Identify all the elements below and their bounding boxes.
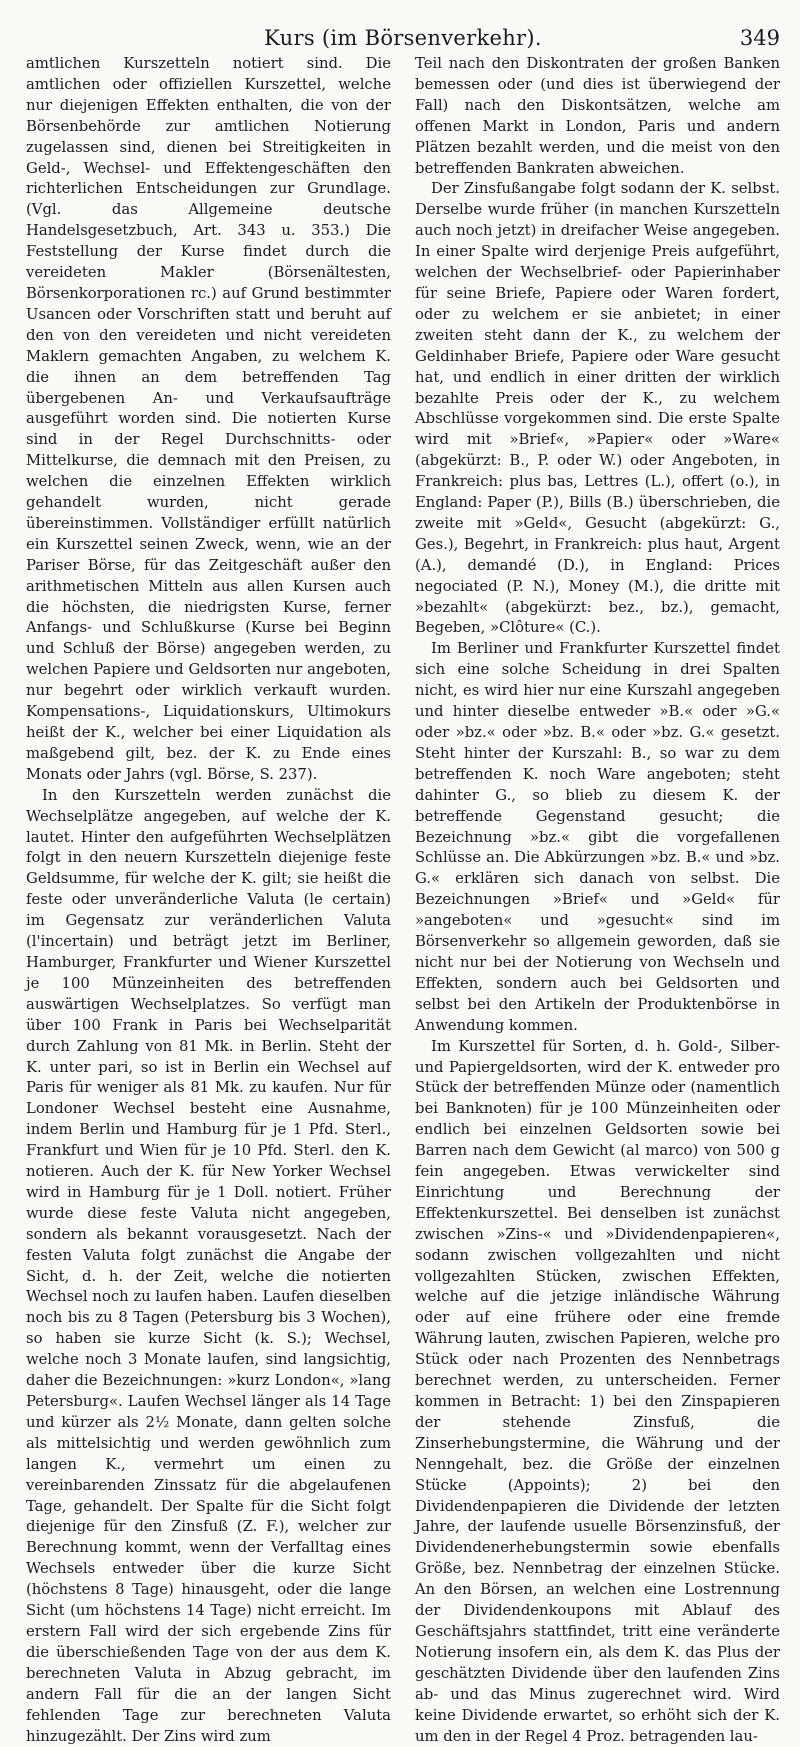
page-header bbox=[26, 0, 780, 54]
right-column bbox=[415, 54, 780, 1747]
paragraph: Im Kurszettel für Sorten, d. h. Gold-, Silber- und Papiergeldsorten, wird der K. entweder pro Stück der betreffenden Münze oder (namentlich bei Banknoten) für je 100 Münzeinheiten oder endlich bei einzelnen Geldsorten sowie bei Barren nach dem Gewicht (al marco) von 500 g fein angegeben. Etwas verwickelter sind Einrichtung und Berechnung der Effektenkurszettel. Bei denselben ist zunächst zwischen »Zins-« und »Dividendenpapieren«, sodann zwischen vollgezahlten und nicht vollgezahlten Stücken, zwischen Effekten, welche auf die jetzige inländische Währung oder auf eine frühere oder eine fremde Währung lauten, zwischen Papieren, welche pro Stück oder nach Prozenten des Nennbetrags berechnet werden, zu unterscheiden. Ferner kommen in Betracht: 1) bei den Zinspapieren der stehende Zinsfuß, die Zinserhebungstermine, die Währung und der Nenngehalt, bez. die Größe der einzelnen Stücke (Appoints); 2) bei den Dividendenpapieren die Dividende der letzten Jahre, der laufende usuelle Börsenzinsfuß, der Dividendenerhebungstermin sowie ebenfalls Größe, bez. Nennbetrag der einzelnen Stücke. An den Börsen, an welchen eine Lostrennung der Dividendenkoupons mit Ablauf des Geschäftsjahrs stattfindet, tritt eine veränderte Notierung insofern ein, als dem K. das Plus der geschätzten Dividende über den laufenden Zins ab- und das Minus zugerechnet wird. Wird keine Dividende erwartet, so erhöht sich der K. um den in der Regel 4 Proz. betragenden lau- bbox=[415, 1037, 780, 1745]
paragraph: In den Kurszetteln werden zunächst die Wechselplätze angegeben, auf welche der K. lautet. Hinter den aufgeführten Wechselplätzen folgt in den neuern Kurszetteln diejenige feste Geldsumme, für welche der K. gilt; sie heißt die feste oder unveränderliche Valuta (le certain) im Gegensatz zur veränderlichen Valuta (l'incertain) und beträgt jetzt im Berliner, Hamburger, Frankfurter und Wiener Kurszettel je 100 Münzeinheiten des betreffenden auswärtigen Wechselplatzes. So verfügt man über 100 Frank in Paris bei Wechselparität durch Zahlung von 81 Mk. in Berlin. Steht der K. unter pari, so ist in Berlin ein Wechsel auf Paris für weniger als 81 Mk. zu kaufen. Nur für Londoner Wechsel besteht eine Ausnahme, indem Berlin und Hamburg für je 1 Pfd. Sterl., Frankfurt und Wien für je 10 Pfd. Sterl. den K. notieren. Auch der K. für New Yorker Wechsel wird in Hamburg für je 1 Doll. notiert. Früher wurde diese feste Valuta nicht angegeben, sondern als bekannt vorausgesetzt. Nach der festen Valuta folgt zunächst die Angabe der Sicht, d. h. der Zeit, welche die notierten Wechsel noch zu laufen haben. Laufen dieselben noch bis zu 8 Tagen (Petersburg bis 3 Wochen), so haben sie kurze Sicht (k. S.); Wechsel, welche noch 3 Monate laufen, sind langsichtig, daher die Bezeichnungen: »kurz London«, »lang Petersburg«. Laufen Wechsel länger als 14 Tage und kürzer als 2½ Monate, dann gelten solche als mittelsichtig und werden gewöhnlich zum langen K., vermehrt um einen zu vereinbarenden Zinssatz für die abgelaufenen Tage, gehandelt. Der Spalte für die Sicht folgt diejenige für den Zinsfuß (Z. F.), welcher zur Berechnung kommt, wenn der Verfalltag eines Wechsels entweder über die kurze Sicht (höchstens 8 Tage) hinausgeht, oder die lange Sicht (um höchstens 14 Tage) nicht erreicht. Im erstern Fall wird der sich ergebende Zins für die überschießenden Tage von der aus dem K. berechneten Valuta in Abzug gebracht, im andern Fall für die an der langen Sicht fehlenden Tage zur berechneten Valuta hinzugezählt. Der Zins wird zum bbox=[26, 786, 391, 1745]
text-columns bbox=[26, 54, 780, 1747]
paragraph: amtlichen Kurszetteln notiert sind. Die amtlichen oder offiziellen Kurszettel, welche nur diejenigen Effekten enthalten, die von der Börsenbehörde zur amtlichen Notierung zugelassen sind, dienen bei Streitigkeiten in Geld-, Wechsel- und Effektengeschäften den richterlichen Entscheidungen zur Grundlage. (Vgl. das Allgemeine deutsche Handelsgesetzbuch, Art. 343 u. 353.) Die Feststellung der Kurse findet durch die vereideten Makler (Börsenältesten, Börsenkorporationen rc.) auf Grund bestimmter Usancen oder Vorschriften statt und beruht auf den von den vereideten und nicht vereideten Maklern gemachten Angaben, zu welchem K. die ihnen an dem betreffenden Tag übergebenen An- und Verkaufsaufträge ausgeführt worden sind. Die notierten Kurse sind in der Regel Durchschnitts- oder Mittelkurse, die demnach mit den Preisen, zu welchen die einzelnen Effekten wirklich gehandelt wurden, nicht gerade übereinstimmen. Vollständiger erfüllt natürlich ein Kurszettel seinen Zweck, wenn, wie an der Pariser Börse, für das Zeitgeschäft außer den arithmetischen Mitteln aus allen Kursen auch die höchsten, die niedrigsten Kurse, ferner Anfangs- und Schlußkurse (Kurse bei Beginn und Schluß der Börse) angegeben werden, zu welchen Papiere und Geldsorten nur angeboten, nur begehrt oder wirklich verkauft wurden. Kompensations-, Liquidationskurs, Ultimokurs heißt der K., welcher bei einer Liquidation als maßgebend gilt, bez. der K. zu Ende eines Monats oder Jahrs (vgl. Börse, S. 237). bbox=[26, 55, 391, 783]
paragraph: Teil nach den Diskontraten der großen Banken bemessen oder (und dies ist überwiegend der Fall) nach den Diskontsätzen, welche am offenen Markt in London, Paris und andern Plätzen bezahlt werden, und die meist von den betreffenden Bankraten abweichen. bbox=[415, 55, 780, 177]
page-number: 349 bbox=[739, 26, 780, 50]
left-column bbox=[26, 54, 391, 1747]
running-title: Kurs (im Börsenverkehr). bbox=[264, 26, 542, 50]
paragraph: Im Berliner und Frankfurter Kurszettel findet sich eine solche Scheidung in drei Spalten nicht, es wird hier nur eine Kurszahl angegeben und hinter dieselbe entweder »B.« oder »G.« oder »bz.« oder »bz. B.« oder »bz. G.« gesetzt. Steht hinter der Kurszahl: B., so war zu dem betreffenden K. noch Ware angeboten; steht dahinter G., so blieb zu diesem K. der betreffende Gegenstand gesucht; die Bezeichnung »bz.« gibt die vorgefallenen Schlüsse an. Die Abkürzungen »bz. B.« und »bz. G.« erklären sich danach von selbst. Die Bezeichnungen »Brief« und »Geld« für »angeboten« und »gesucht« sind im Börsenverkehr so allgemein geworden, daß sie nicht nur bei der Notierung von Wechseln und Effekten, sondern auch bei Geldsorten und selbst bei den Artikeln der Produktenbörse in Anwendung kommen. bbox=[415, 640, 780, 1034]
paragraph: Der Zinsfußangabe folgt sodann der K. selbst. Derselbe wurde früher (in manchen Kurszetteln auch noch jetzt) in dreifacher Weise angegeben. In einer Spalte wird derjenige Preis aufgeführt, welchen der Wechselbrief- oder Papierinhaber für seine Briefe, Papiere oder Waren fordert, oder zu welchem er sie anbietet; in einer zweiten steht dann der K., zu welchem der Geldinhaber Briefe, Papiere oder Ware gesucht hat, und endlich in einer dritten der wirklich bezahlte Preis oder der K., zu welchem Abschlüsse vorgekommen sind. Die erste Spalte wird mit »Brief«, »Papier« oder »Ware« (abgekürzt: B., P. oder W.) oder Angeboten, in Frankreich: plus bas, Lettres (L.), offert (o.), in England: Paper (P.), Bills (B.) überschrieben, die zweite mit »Geld«, Gesucht (abgekürzt: G., Ges.), Begehrt, in Frankreich: plus haut, Argent (A.), demandé (D.), in England: Prices negociated (P. N.), Money (M.), die dritte mit »bezahlt« (abgekürzt: bez., bz.), gemacht, Begeben, »Clôture« (C.). bbox=[415, 180, 780, 637]
